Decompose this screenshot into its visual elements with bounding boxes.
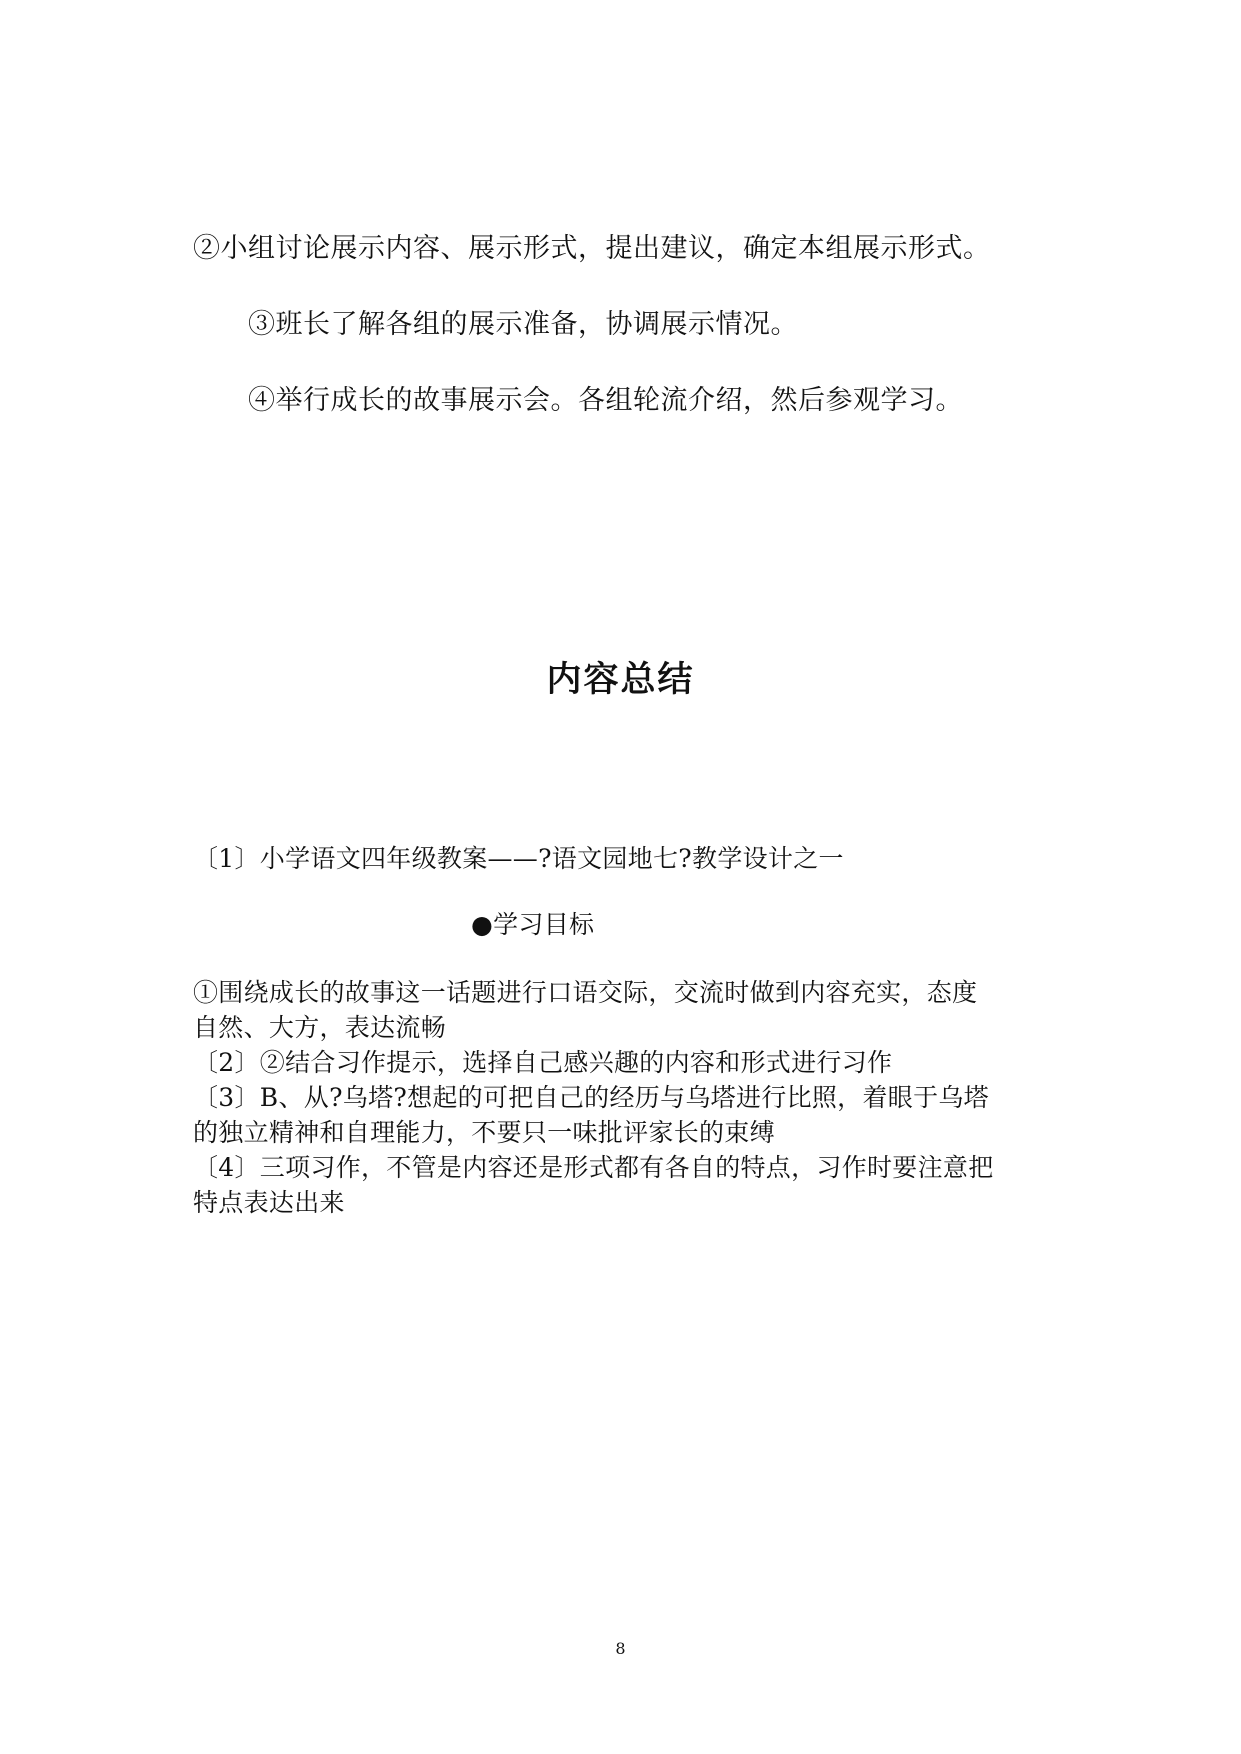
step-4-text: ④举行成长的故事展示会。各组轮流介绍，然后参观学习。	[248, 385, 963, 416]
summary-line: 〔3〕B、从?乌塔?想起的可把自己的经历与乌塔进行比照，着眼于乌塔	[193, 1083, 989, 1112]
step-3-text: ③班长了解各组的展示准备，协调展示情况。	[248, 309, 798, 340]
page-number: 8	[615, 1639, 626, 1658]
summary-line: 〔4〕三项习作，不管是内容还是形式都有各自的特点，习作时要注意把	[193, 1153, 994, 1182]
summary-heading: 〔1〕小学语文四年级教案——?语文园地七?教学设计之一	[193, 844, 844, 873]
summary-line: 〔2〕②结合习作提示，选择自己感兴趣的内容和形式进行习作	[193, 1048, 893, 1077]
step-2-text: ②小组讨论展示内容、展示形式，提出建议，确定本组展示形式。	[193, 233, 991, 264]
summary-line: 的独立精神和自理能力，不要只一味批评家长的束缚	[193, 1118, 775, 1147]
learning-objectives-label: ●学习目标	[471, 910, 595, 939]
summary-title: 内容总结	[546, 660, 695, 700]
summary-line: 自然、大方，表达流畅	[193, 1013, 447, 1042]
summary-line: 特点表达出来	[193, 1188, 345, 1217]
summary-line: ①围绕成长的故事这一话题进行口语交际，交流时做到内容充实，态度	[193, 978, 978, 1007]
